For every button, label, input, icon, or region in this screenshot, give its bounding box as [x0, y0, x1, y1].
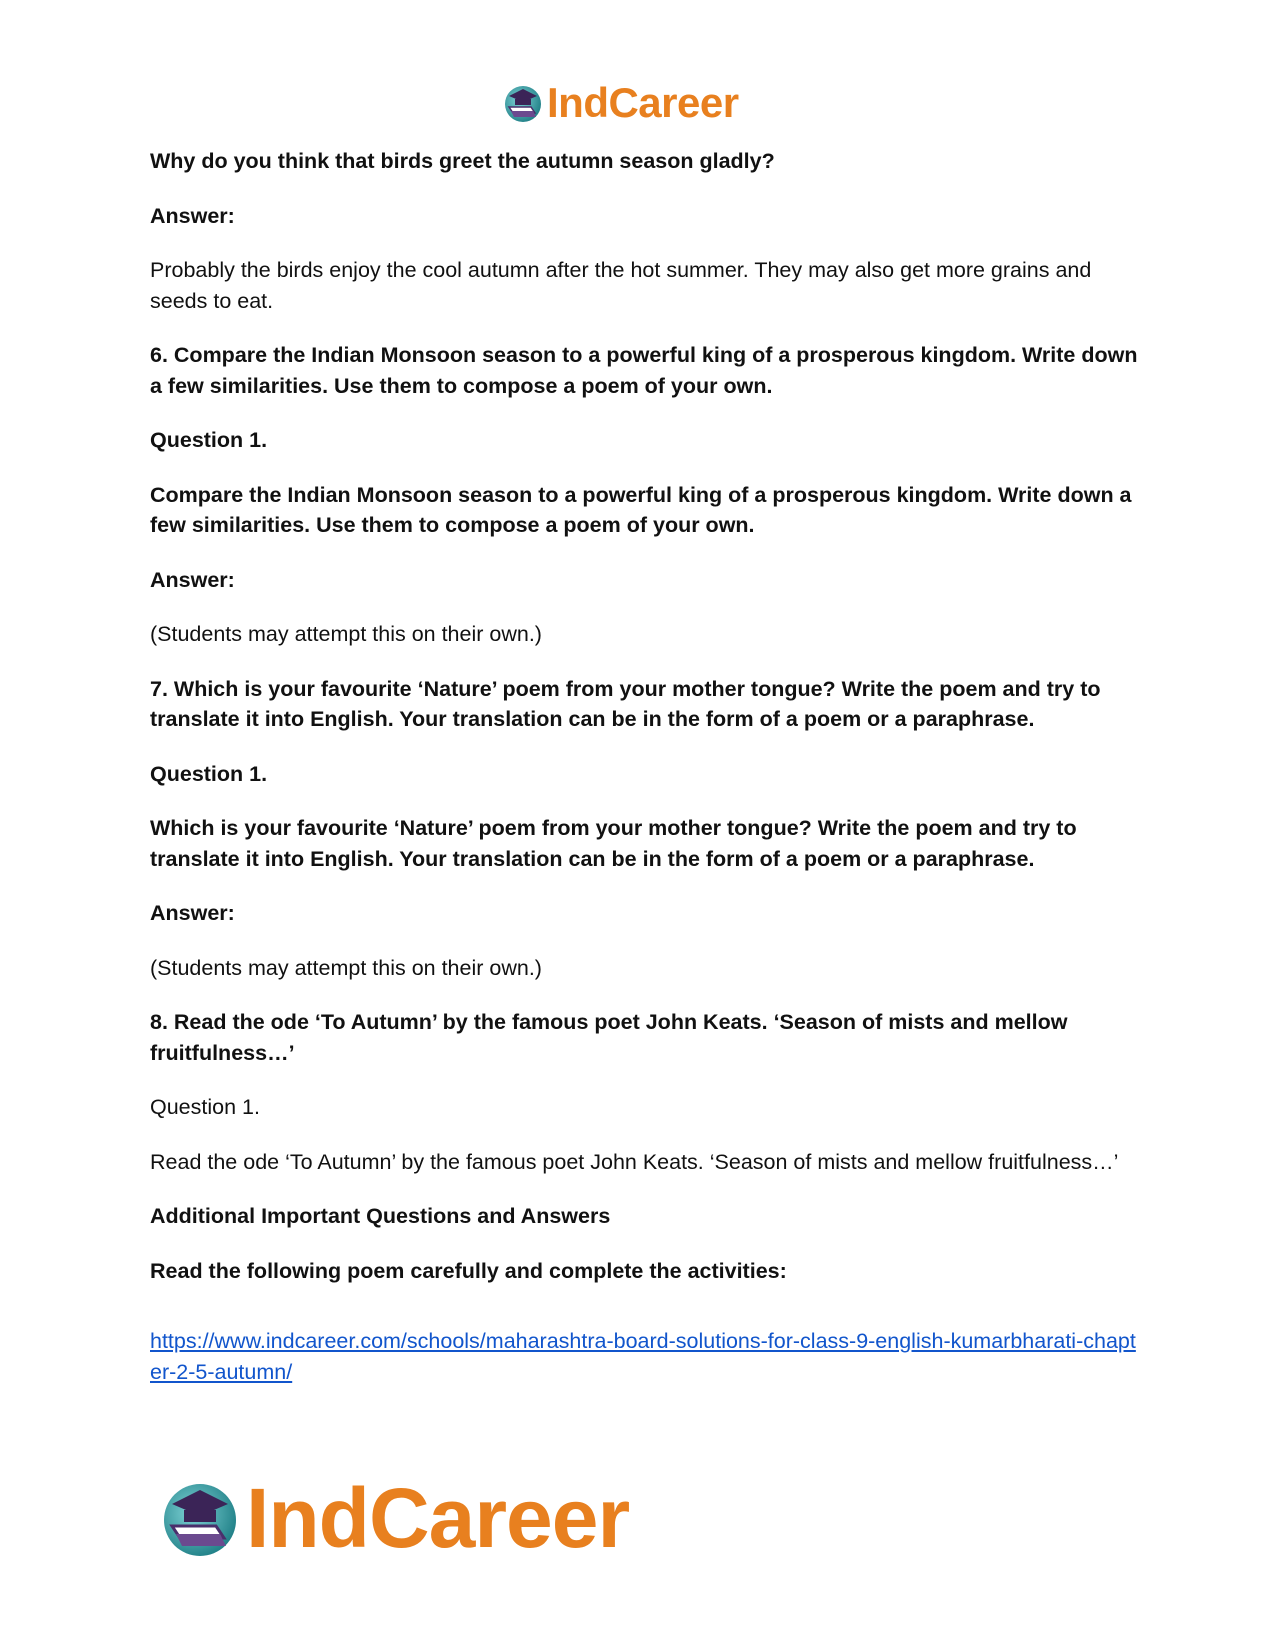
graduation-globe-icon	[503, 83, 543, 123]
paragraph: Answer:	[150, 203, 235, 228]
paragraph: 7. Which is your favourite ‘Nature’ poem from your mother tongue? Write the poem and try to translate it into English. Your translation can be in the form of a poem or a paraphrase.	[150, 676, 1101, 731]
paragraph: Read the following poem carefully and complete the activities:	[150, 1258, 787, 1283]
paragraph: Compare the Indian Monsoon season to a powerful king of a prosperous kingdom. Write down a few similarities. Use them to compose a poem of your own.	[150, 482, 1132, 537]
paragraph: 8. Read the ode ‘To Autumn’ by the famous poet John Keats. ‘Season of mists and mellow fruitfulness…’	[150, 1010, 1068, 1065]
document-body	[150, 146, 1140, 1411]
paragraph: Probably the birds enjoy the cool autumn after the hot summer. They may also get more grains and seeds to eat.	[150, 258, 1092, 313]
paragraph: Read the ode ‘To Autumn’ by the famous poet John Keats. ‘Season of mists and mellow fruitfulness…’	[150, 1149, 1119, 1174]
footer-logo	[160, 1473, 629, 1563]
source-link[interactable]: https://www.indcareer.com/schools/maharashtra-board-solutions-for-class-9-english-kumarbharati-chapter-2-5-autumn/	[150, 1329, 1136, 1384]
paragraph: Answer:	[150, 901, 235, 925]
paragraph: Question 1.	[150, 1095, 260, 1119]
paragraph: Which is your favourite ‘Nature’ poem from your mother tongue? Write the poem and try to translate it into English. Your translation can be in the form of a poem or a paraphrase.	[150, 816, 1077, 871]
paragraph: Question 1.	[150, 428, 268, 452]
paragraph: Question 1.	[150, 761, 268, 786]
paragraph: 6. Compare the Indian Monsoon season to a powerful king of a prosperous kingdom. Write down a few similarities. Use them to compose a poem of your own.	[150, 343, 1138, 398]
paragraph: (Students may attempt this on their own.)	[150, 622, 542, 646]
paragraph: (Students may attempt this on their own.)	[150, 955, 542, 980]
paragraph: Additional Important Questions and Answers	[150, 1204, 611, 1228]
header-logo	[503, 80, 739, 126]
paragraph: Why do you think that birds greet the autumn season gladly?	[150, 149, 775, 173]
footer-logo-text: IndCareer	[246, 1471, 630, 1565]
graduation-globe-icon	[160, 1478, 240, 1558]
paragraph: Answer:	[150, 567, 235, 592]
header-logo-text: IndCareer	[547, 79, 739, 126]
